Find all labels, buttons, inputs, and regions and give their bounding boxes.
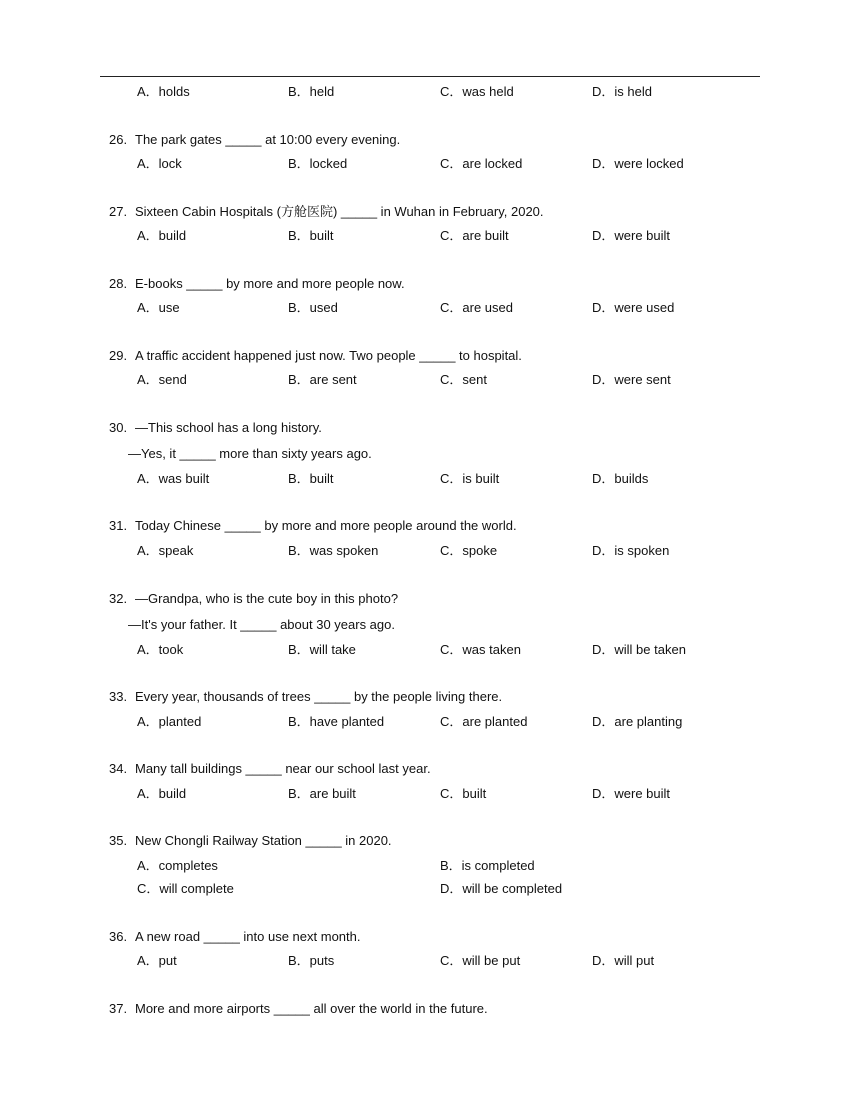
option-a: A．holds xyxy=(137,84,190,99)
option-c: C．built xyxy=(440,786,487,801)
option-a: A．speak xyxy=(137,543,194,558)
option-c: C．are planted xyxy=(440,714,528,729)
question-number: 28. xyxy=(109,276,128,291)
question-stem-line-2: —Yes, it _____ more than sixty years ago. xyxy=(128,446,372,461)
question-stem: A traffic accident happened just now. Two people _____ to hospital. xyxy=(135,348,522,363)
stem-chinese-term: 方舱医院 xyxy=(280,205,333,220)
option-b: B．was spoken xyxy=(288,543,379,558)
question-stem-line-2: —It's your father. It _____ about 30 years ago. xyxy=(128,617,395,632)
option-a: A．use xyxy=(137,300,180,315)
option-c: C．will complete xyxy=(137,881,234,896)
question-stem: Today Chinese _____ by more and more people around the world. xyxy=(135,518,517,533)
question-stem: Many tall buildings _____ near our school last year. xyxy=(135,761,431,776)
option-d: D．were built xyxy=(592,786,671,801)
option-d: D．were locked xyxy=(592,156,684,171)
question-stem: New Chongli Railway Station _____ in 2020. xyxy=(135,833,392,848)
option-a: A．was built xyxy=(137,471,210,486)
option-d: D．builds xyxy=(592,471,649,486)
question-number: 31. xyxy=(109,518,128,533)
question-stem: More and more airports _____ all over the world in the future. xyxy=(135,1001,488,1016)
header-rule xyxy=(100,76,760,77)
question-number: 35. xyxy=(109,833,128,848)
option-a: A．planted xyxy=(137,714,202,729)
question-stem: Every year, thousands of trees _____ by the people living there. xyxy=(135,689,503,704)
option-c: C．spoke xyxy=(440,543,498,558)
option-c: C．sent xyxy=(440,372,487,387)
question-stem: A new road _____ into use next month. xyxy=(135,929,361,944)
option-d: D．will put xyxy=(592,953,655,968)
option-c: C．are used xyxy=(440,300,513,315)
option-a: A．put xyxy=(137,953,177,968)
option-a: A．took xyxy=(137,642,184,657)
option-a: A．completes xyxy=(137,858,218,873)
option-b: B．are built xyxy=(288,786,356,801)
option-d: D．will be completed xyxy=(440,881,563,896)
option-b: B．have planted xyxy=(288,714,385,729)
stem-part: ) _____ in Wuhan in February, 2020. xyxy=(332,204,544,219)
stem-part: Sixteen Cabin Hospitals ( xyxy=(135,204,281,219)
option-b: B．held xyxy=(288,84,335,99)
question-number: 29. xyxy=(109,348,128,363)
question-stem: —Grandpa, who is the cute boy in this photo? xyxy=(135,591,399,606)
question-number: 30. xyxy=(109,420,128,435)
option-b: B．is completed xyxy=(440,858,535,873)
option-b: B．built xyxy=(288,228,334,243)
question-number: 32. xyxy=(109,591,128,606)
question-stem: The park gates _____ at 10:00 every evening. xyxy=(135,132,401,147)
option-a: A．build xyxy=(137,786,187,801)
question-number: 34. xyxy=(109,761,128,776)
question-stem: —This school has a long history. xyxy=(135,420,322,435)
option-d: D．are planting xyxy=(592,714,683,729)
question-number: 27. xyxy=(109,204,128,219)
option-a: A．lock xyxy=(137,156,182,171)
option-a: A．build xyxy=(137,228,187,243)
option-b: B．puts xyxy=(288,953,335,968)
question-number: 33. xyxy=(109,689,128,704)
option-b: B．will take xyxy=(288,642,356,657)
option-c: C．was held xyxy=(440,84,514,99)
option-c: C．is built xyxy=(440,471,500,486)
option-a: A．send xyxy=(137,372,187,387)
option-c: C．will be put xyxy=(440,953,521,968)
option-d: D．were sent xyxy=(592,372,671,387)
option-c: C．are locked xyxy=(440,156,523,171)
option-b: B．built xyxy=(288,471,334,486)
option-d: D．were used xyxy=(592,300,675,315)
option-d: D．were built xyxy=(592,228,671,243)
question-number: 36. xyxy=(109,929,128,944)
question-number: 26. xyxy=(109,132,128,147)
option-b: B．locked xyxy=(288,156,348,171)
option-c: C．was taken xyxy=(440,642,521,657)
question-number: 37. xyxy=(109,1001,128,1016)
option-b: B．are sent xyxy=(288,372,357,387)
option-d: D．will be taken xyxy=(592,642,686,657)
option-b: B．used xyxy=(288,300,338,315)
question-stem: E-books _____ by more and more people now. xyxy=(135,276,405,291)
option-d: D．is spoken xyxy=(592,543,670,558)
question-stem xyxy=(135,204,544,221)
option-d: D．is held xyxy=(592,84,652,99)
option-c: C．are built xyxy=(440,228,509,243)
